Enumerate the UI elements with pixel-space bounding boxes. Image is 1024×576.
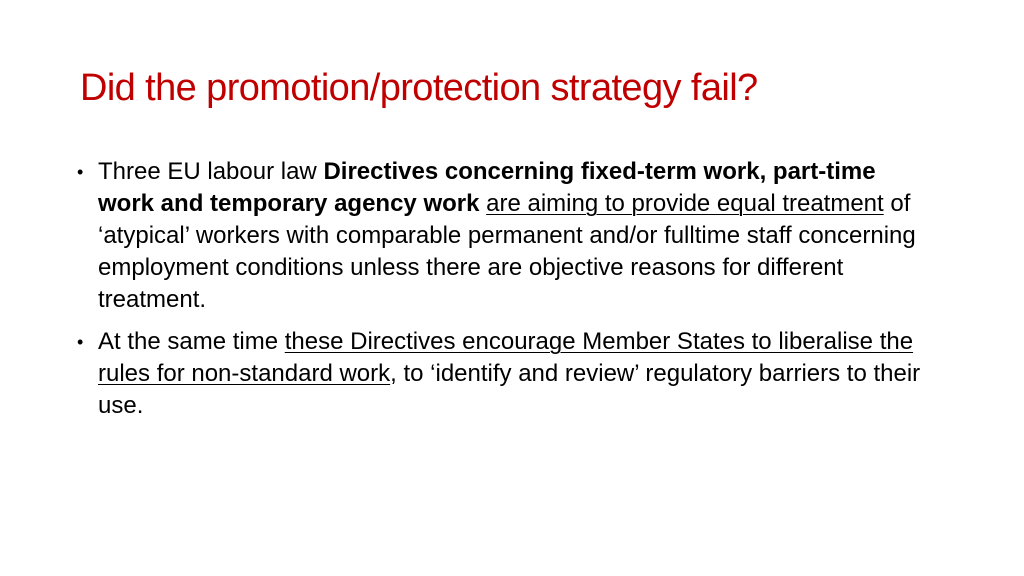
bullet-text: of ‘atypical’ workers with comparable permanent and/or fulltime staff concerning employment conditions unless there are objective reasons for different treatment. [98, 190, 916, 313]
bullet-list [76, 156, 928, 432]
bullet-item-directives [76, 156, 928, 316]
slide-title: Did the promotion/protection strategy fail? [80, 67, 758, 109]
bullet-icon: • [77, 162, 84, 182]
bullet-text: At the same time [98, 328, 285, 355]
bullet-icon: • [77, 332, 84, 352]
bullet-item-liberalise [76, 326, 928, 422]
bullet-bold-text: Directives concerning fixed-term work, part-time work and temporary agency work [98, 158, 876, 217]
bullet-text: Three EU labour law [98, 158, 324, 185]
bullet-underlined-text: these Directives encourage Member States to liberalise the rules for non-standard work [98, 328, 914, 387]
bullet-underlined-text: are aiming to provide equal treatment [486, 190, 884, 217]
bullet-text: , to ‘identify and review’ regulatory barriers to their use. [98, 360, 921, 419]
